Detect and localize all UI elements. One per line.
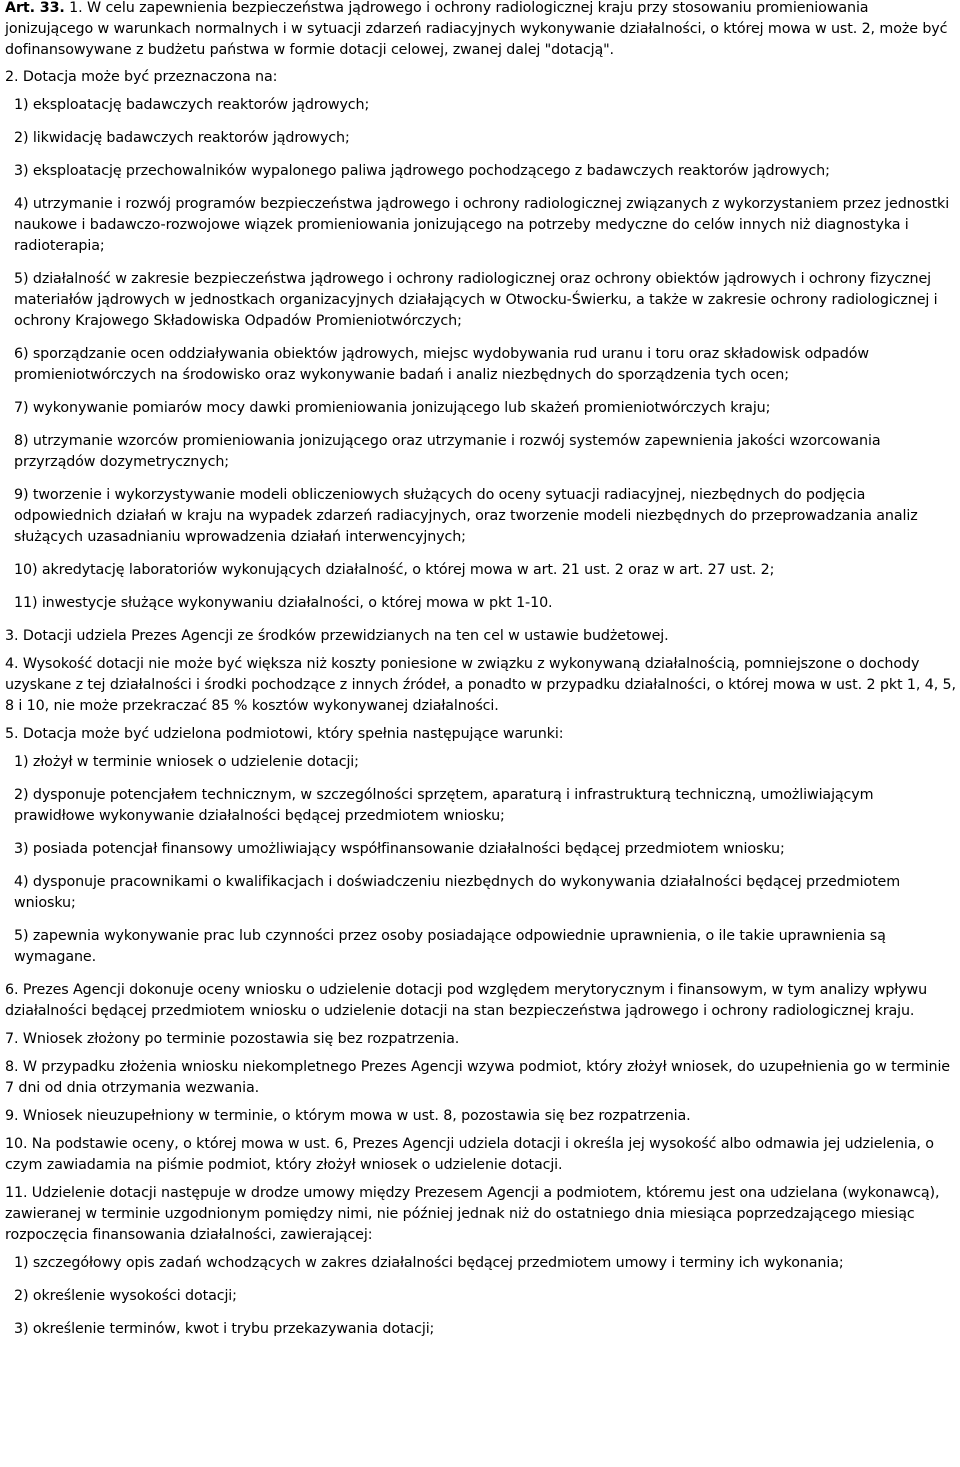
list-item: 3) posiada potencjał finansowy umożliwiający współfinansowanie działalności będącej przedmiotem wniosku; (14, 841, 785, 857)
list-item: 4) utrzymanie i rozwój programów bezpieczeństwa jądrowego i ochrony radiologicznej związanych z wykorzystaniem przez jednostki naukowe i badawczo-rozwojowe wiązek promieniowania jonizującego na potrzeby medyczne do celów innych niż diagnostyka i radioterapia; (14, 196, 950, 254)
list-item: 5) działalność w zakresie bezpieczeństwa jądrowego i ochrony radiologicznej oraz ochrony obiektów jądrowych i ochrony fizycznej materiałów jądrowych w jednostkach organizacyjnych działających w Otwocku-Świerku, a także w zakresie ochrony radiologicznej i ochrony Krajowego Składowiska Odpadów Promieniotwórczych; (14, 271, 938, 329)
article-paragraph-1 (5, 0, 956, 61)
article-paragraph: 10. Na podstawie oceny, o której mowa w ust. 6, Prezes Agencji udziela dotacji i określa jej wysokość albo odmawia jej udzielenia, o czym zawiadamia na piśmie podmiot, który złożył wniosek o udzielenie dotacji. (5, 1136, 934, 1173)
article-paragraph: 5. Dotacja może być udzielona podmiotowi, który spełnia następujące warunki: (5, 726, 564, 742)
list-item: 3) eksploatację przechowalników wypalonego paliwa jądrowego pochodzącego z badawczych reaktorów jądrowych; (14, 163, 830, 179)
list-item: 7) wykonywanie pomiarów mocy dawki promieniowania jonizującego lub skażeń promieniotwórczych kraju; (14, 400, 771, 416)
article-paragraph: 11. Udzielenie dotacji następuje w drodze umowy między Prezesem Agencji a podmiotem, któremu jest ona udzielana (wykonawcą), zawieranej w terminie uzgodnionym pomiędzy nimi, nie później jednak niż do ostatniego dnia miesiąca poprzedzającego miesiąc rozpoczęcia finansowania działalności, zawierającej: (5, 1185, 940, 1243)
article-paragraph: 7. Wniosek złożony po terminie pozostawia się bez rozpatrzenia. (5, 1031, 460, 1047)
article-paragraph: 9. Wniosek nieuzupełniony w terminie, o którym mowa w ust. 8, pozostawia się bez rozpatrzenia. (5, 1108, 691, 1124)
list-item: 11) inwestycje służące wykonywaniu działalności, o której mowa w pkt 1-10. (14, 595, 553, 611)
list-item: 1) eksploatację badawczych reaktorów jądrowych; (14, 97, 370, 113)
list-item: 10) akredytację laboratoriów wykonujących działalność, o której mowa w art. 21 ust. 2 oraz w art. 27 ust. 2; (14, 562, 775, 578)
list-item: 1) złożył w terminie wniosek o udzielenie dotacji; (14, 754, 359, 770)
article-paragraph: 4. Wysokość dotacji nie może być większa niż koszty poniesione w związku z wykonywaną działalnością, pomniejszone o dochody uzyskane z tej działalności i środki pochodzące z innych źródeł, a ponadto w przypadku działalności, o której mowa w ust. 2 pkt 1, 4, 5, 8 i 10, nie może przekraczać 85 % kosztów wykonywanej działalności. (5, 656, 956, 714)
article-paragraph: 6. Prezes Agencji dokonuje oceny wniosku o udzielenie dotacji pod względem merytorycznym i finansowym, w tym analizy wpływu działalności będącej przedmiotem wniosku o udzielenie dotacji na stan bezpieczeństwa jądrowego i ochrony radiologicznej kraju. (5, 982, 928, 1019)
list-item: 1) szczegółowy opis zadań wchodzących w zakres działalności będącej przedmiotem umowy i terminy ich wykonania; (14, 1255, 844, 1271)
article-label: Art. 33. (5, 0, 65, 16)
list-item: 6) sporządzanie ocen oddziaływania obiektów jądrowych, miejsc wydobywania rud uranu i toru oraz składowisk odpadów promieniotwórczych na środowisko oraz wykonywanie badań i analiz niezbędnych do sporządzenia tych ocen; (14, 346, 869, 383)
list-item: 3) określenie terminów, kwot i trybu przekazywania dotacji; (14, 1321, 435, 1337)
list-item: 8) utrzymanie wzorców promieniowania jonizującego oraz utrzymanie i rozwój systemów zapewnienia jakości wzorcowania przyrządów dozymetrycznych; (14, 433, 881, 470)
article-paragraph: 3. Dotacji udziela Prezes Agencji ze środków przewidzianych na ten cel w ustawie budżetowej. (5, 628, 669, 644)
list-item: 4) dysponuje pracownikami o kwalifikacjach i doświadczeniu niezbędnych do wykonywania działalności będącej przedmiotem wniosku; (14, 874, 901, 911)
article-paragraph: 2. Dotacja może być przeznaczona na: (5, 69, 278, 85)
list-item: 5) zapewnia wykonywanie prac lub czynności przez osoby posiadające odpowiednie uprawnienia, o ile takie uprawnienia są wymagane. (14, 928, 886, 965)
article-paragraph: 8. W przypadku złożenia wniosku niekompletnego Prezes Agencji wzywa podmiot, który złożył wniosek, do uzupełnienia go w terminie 7 dni od dnia otrzymania wezwania. (5, 1059, 950, 1096)
list-item: 9) tworzenie i wykorzystywanie modeli obliczeniowych służących do oceny sytuacji radiacyjnej, niezbędnych do podjęcia odpowiednich działań w kraju na wypadek zdarzeń radiacyjnych, oraz tworzenie modeli niezbędnych do przeprowadzania analiz służących uzasadnianiu wprowadzenia działań interwencyjnych; (14, 487, 918, 545)
article-body (5, 67, 956, 1340)
paragraph-text: 1. W celu zapewnienia bezpieczeństwa jądrowego i ochrony radiologicznej kraju przy stosowaniu promieniowania jonizującego w warunkach normalnych i w sytuacji zdarzeń radiacyjnych wykonywanie działalności, o której mowa w ust. 2, może być dofinansowywane z budżetu państwa w formie dotacji celowej, zwanej dalej "dotacją". (5, 0, 948, 58)
list-item: 2) dysponuje potencjałem technicznym, w szczególności sprzętem, aparaturą i infrastrukturą techniczną, umożliwiającym prawidłowe wykonywanie działalności będącej przedmiotem wniosku; (14, 787, 874, 824)
list-item: 2) określenie wysokości dotacji; (14, 1288, 237, 1304)
list-item: 2) likwidację badawczych reaktorów jądrowych; (14, 130, 350, 146)
